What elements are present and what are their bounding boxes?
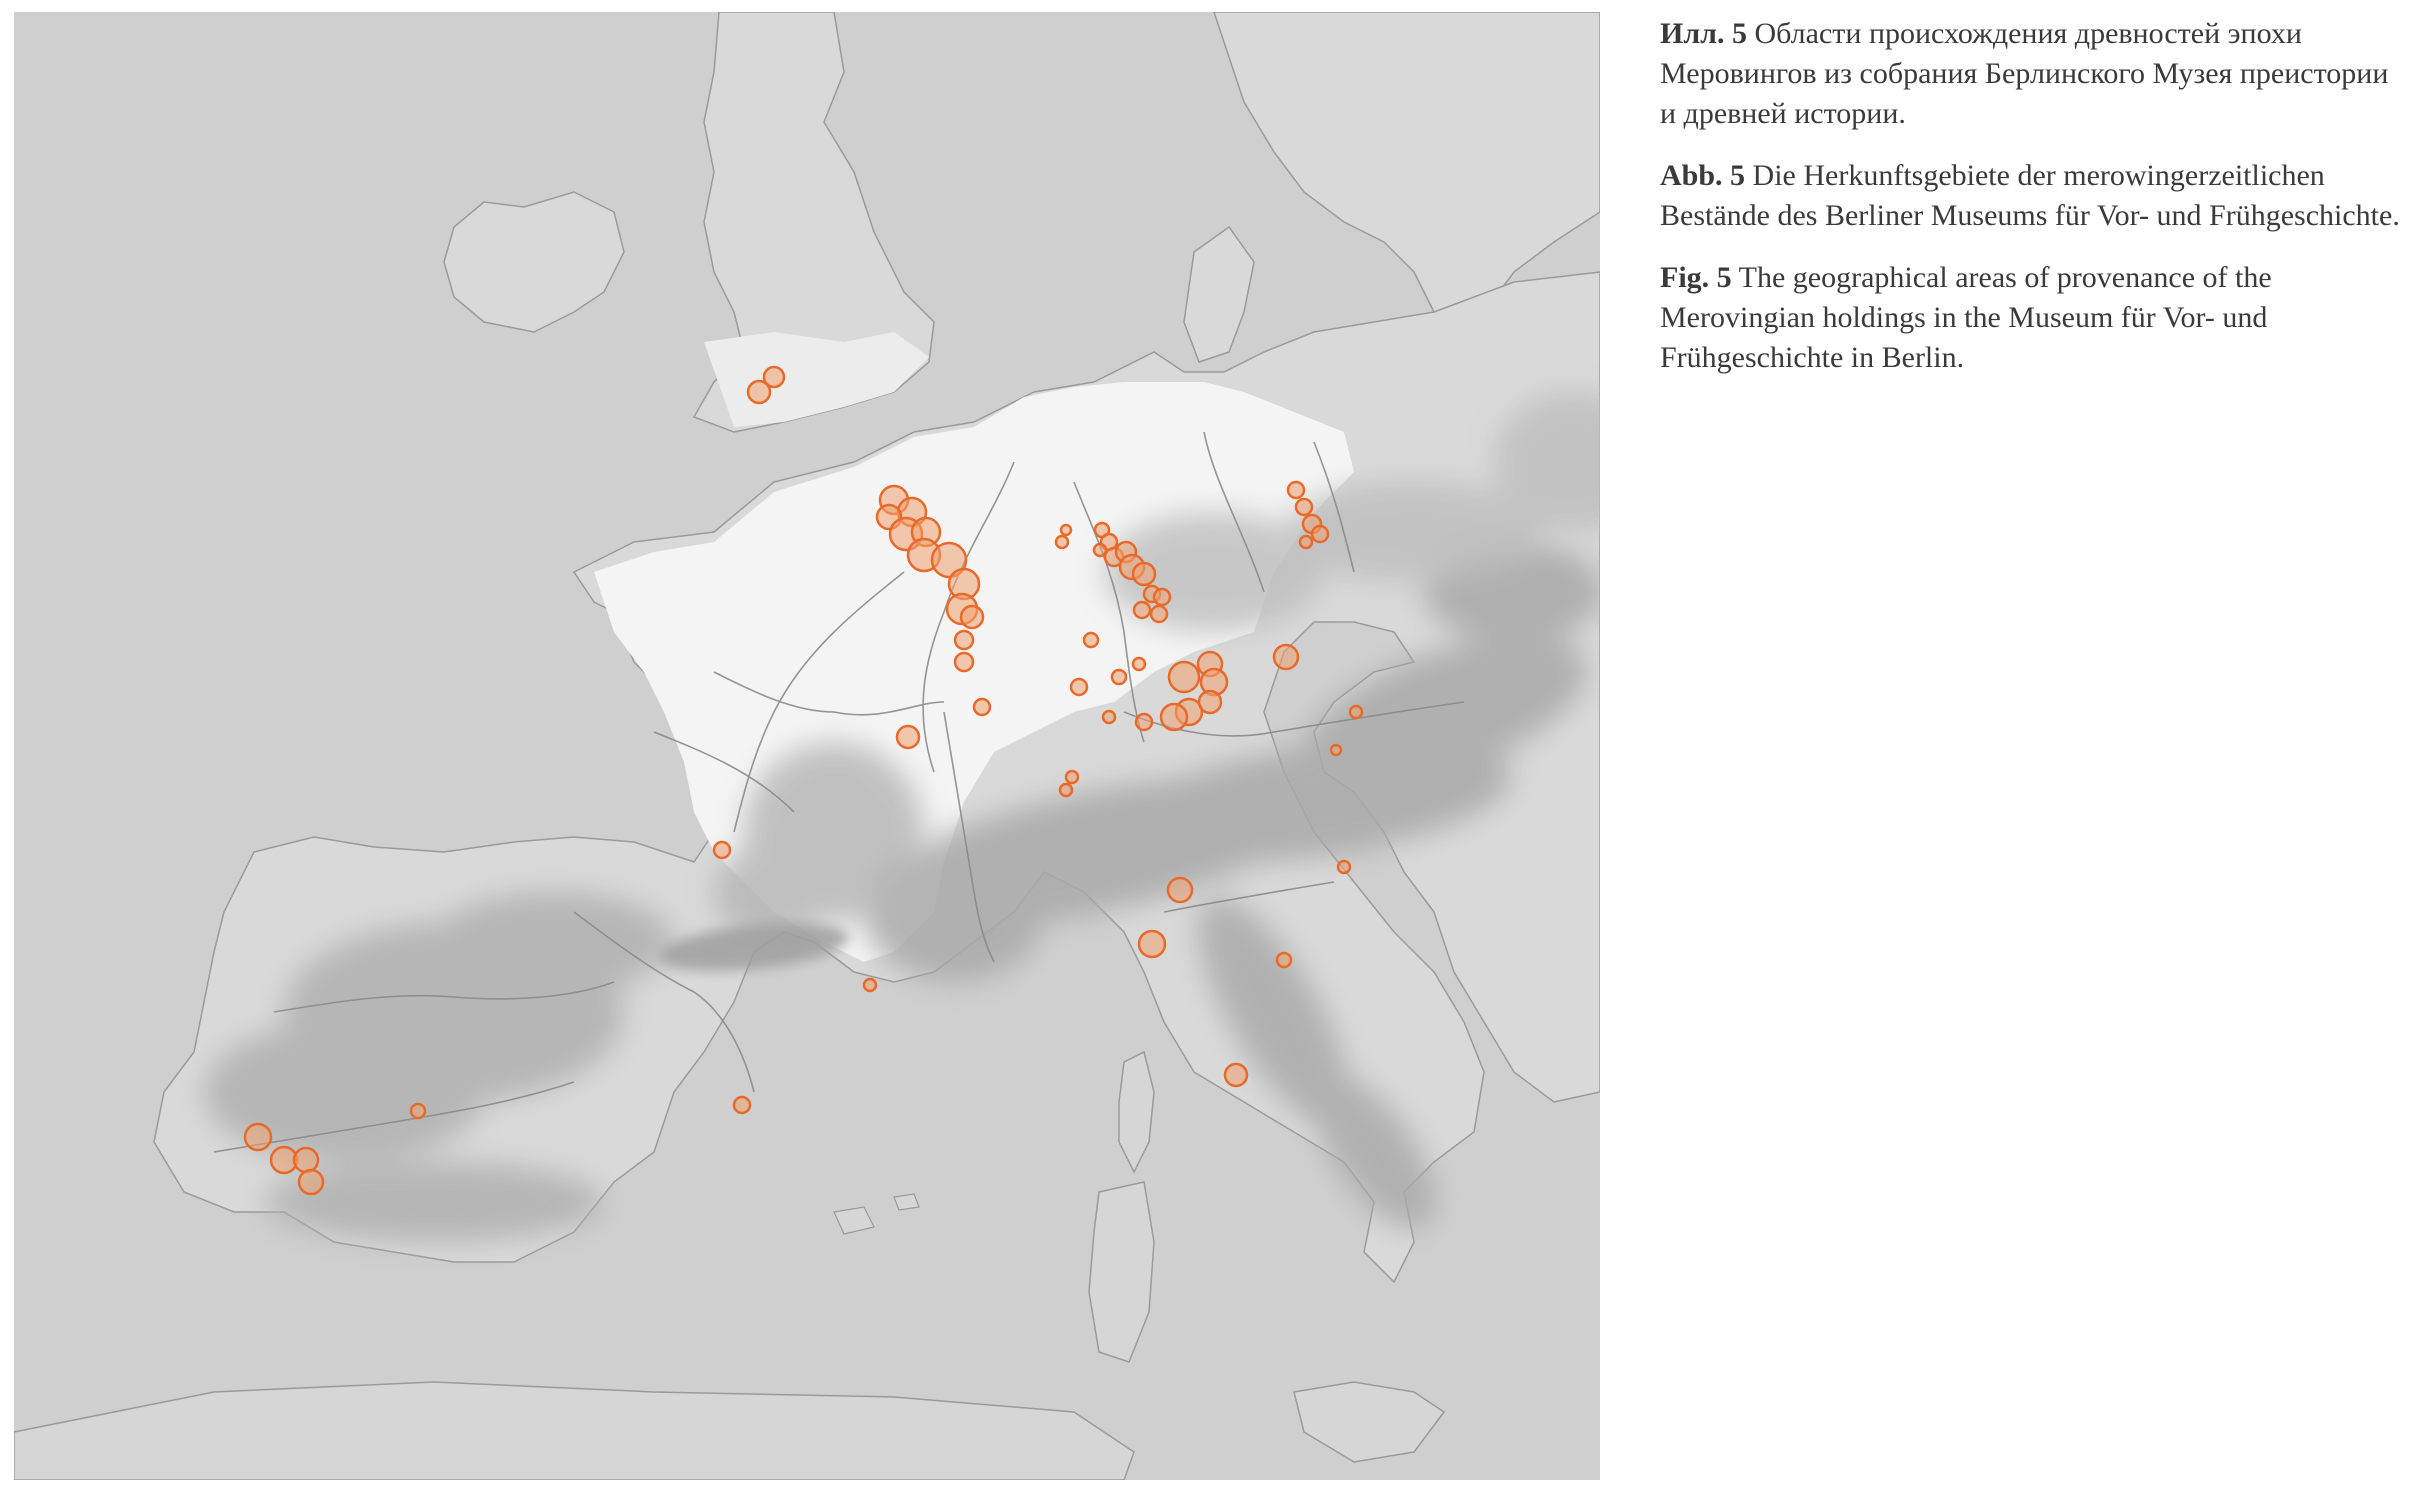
find-marker: [1060, 784, 1072, 796]
find-marker: [1300, 536, 1312, 548]
find-marker: [1274, 645, 1298, 669]
find-marker: [1056, 536, 1068, 548]
find-marker: [411, 1104, 425, 1118]
find-marker: [1151, 606, 1167, 622]
find-marker: [1312, 526, 1328, 542]
find-marker: [1084, 633, 1098, 647]
find-marker: [764, 367, 784, 387]
find-marker: [734, 1097, 750, 1113]
find-marker: [1061, 525, 1071, 535]
find-marker: [1103, 711, 1115, 723]
find-marker: [1350, 706, 1362, 718]
caption-english: [1660, 258, 2405, 378]
europe-relief-map: [14, 12, 1600, 1480]
find-marker: [1133, 563, 1155, 585]
find-marker: [1094, 544, 1106, 556]
find-marker: [955, 631, 973, 649]
caption-russian-text: Области происхождения древностей эпохи Меровингов из собрания Берлинского Музея преистории и древней истории.: [1660, 17, 2389, 130]
find-marker: [864, 979, 876, 991]
find-marker: [1168, 878, 1192, 902]
caption-german: [1660, 156, 2405, 236]
find-marker: [1199, 691, 1221, 713]
find-marker: [1338, 861, 1350, 873]
caption-russian: [1660, 14, 2405, 134]
find-marker: [1225, 1064, 1247, 1086]
find-marker: [961, 606, 983, 628]
find-marker: [1277, 953, 1291, 967]
find-marker: [1331, 745, 1341, 755]
find-marker: [1136, 714, 1152, 730]
find-marker: [1139, 931, 1165, 957]
find-marker: [1288, 482, 1304, 498]
find-marker: [245, 1124, 271, 1150]
find-marker: [1161, 704, 1187, 730]
map-panel: [14, 12, 1600, 1480]
find-marker: [1066, 771, 1078, 783]
find-marker: [1296, 499, 1312, 515]
find-marker: [714, 842, 730, 858]
find-marker: [1133, 658, 1145, 670]
caption-english-label: Fig. 5: [1660, 261, 1732, 294]
find-marker: [1154, 589, 1170, 605]
find-marker: [1134, 602, 1150, 618]
find-marker: [1071, 679, 1087, 695]
caption-russian-label: Илл. 5: [1660, 17, 1747, 50]
caption-german-label: Abb. 5: [1660, 159, 1746, 192]
find-marker: [1112, 670, 1126, 684]
find-marker: [974, 699, 990, 715]
figure-caption: [1660, 14, 2405, 400]
caption-german-text: Die Herkunftsgebiete der merowingerzeitlichen Bestände des Berliner Museums für Vor- und Frühgeschichte.: [1660, 159, 2400, 232]
find-marker: [294, 1148, 318, 1172]
caption-english-text: The geographical areas of provenance of the Merovingian holdings in the Museum für Vor- und Frühgeschichte in Berlin.: [1660, 261, 2272, 374]
find-marker: [955, 653, 973, 671]
find-marker: [897, 726, 919, 748]
find-marker: [1169, 662, 1199, 692]
find-marker: [299, 1170, 323, 1194]
